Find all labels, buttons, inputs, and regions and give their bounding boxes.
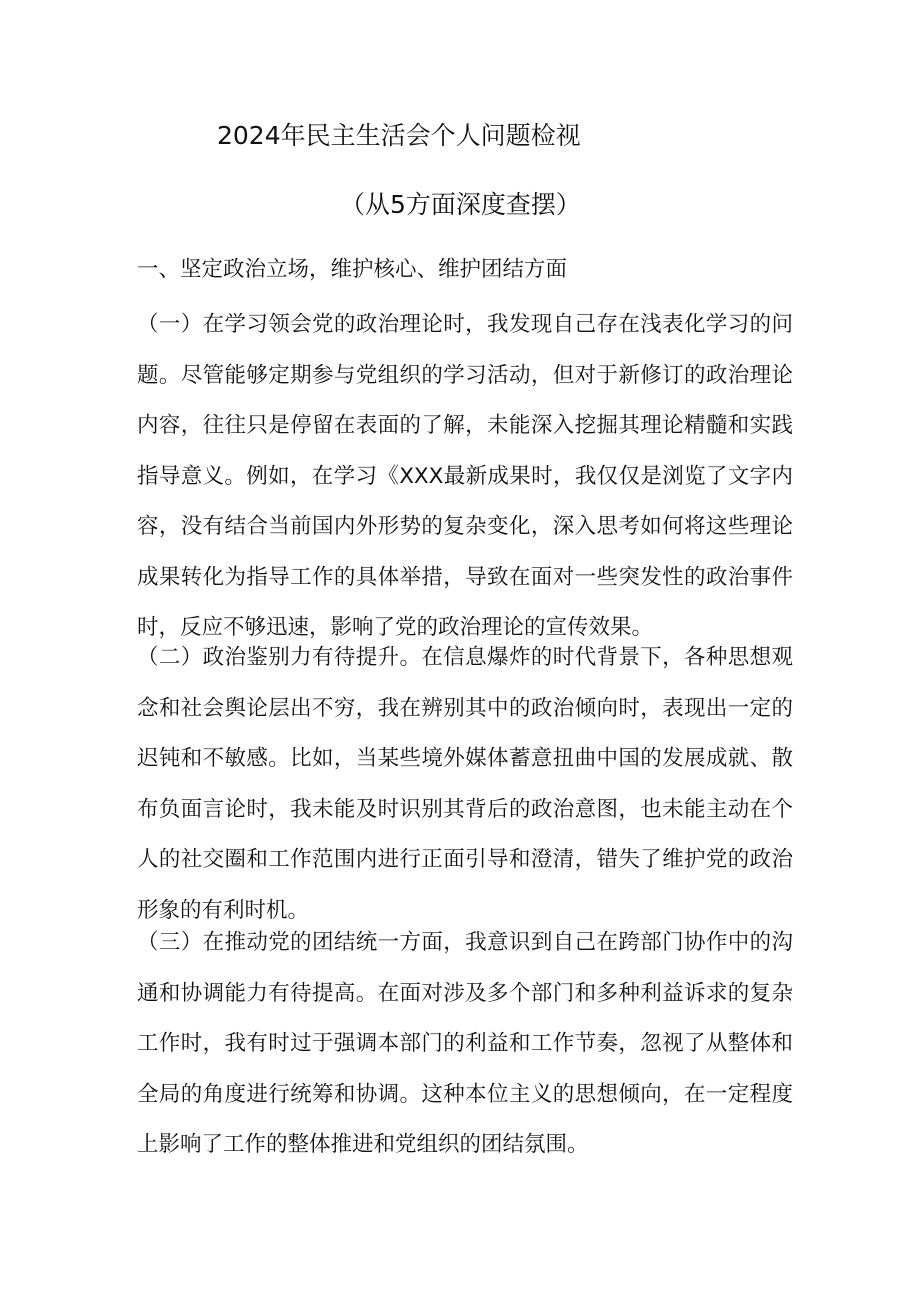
paragraph-2: （二）政治鉴别力有待提升。在信息爆炸的时代背景下，各种思想观念和社会舆论层出不穷，我在辨别其中的政治倾向时，表现出一定的迟钝和不敏感。比如，当某些境外媒体蓄意扭曲中国的发展成就、散布负面言论时，我未能及时识别其背后的政治意图，也未能主动在个人的社交圈和工作范围内进行正面引导和澄清，错失了维护党的政治形象的有利时机。 xyxy=(137,645,793,923)
section-heading: 一、坚定政治立场，维护核心、维护团结方面 xyxy=(137,257,568,282)
paragraph-1: （一）在学习领会党的政治理论时，我发现自己存在浅表化学习的问题。尽管能够定期参与党组织的学习活动，但对于新修订的政治理论内容，往往只是停留在表面的了解，未能深入挖掘其理论精髓和实践指导意义。例如，在学习《XXX最新成果时，我仅仅是浏览了文字内容，没有结合当前国内外形势的复杂变化，深入思考如何将这些理论成果转化为指导工作的具体举措，导致在面对一些突发性的政治事件时，反应不够迅速，影响了党的政治理论的宣传效果。 xyxy=(137,312,793,640)
document-title: 2024年民主生活会个人问题检视 xyxy=(217,121,581,150)
document-subtitle: （从5方面深度查摆） xyxy=(340,190,581,219)
paragraph-3: （三）在推动党的团结统一方面，我意识到自己在跨部门协作中的沟通和协调能力有待提高。在面对涉及多个部门和多种利益诉求的复杂工作时，我有时过于强调本部门的利益和工作节奏，忽视了从整体和全局的角度进行统筹和协调。这种本位主义的思想倾向，在一定程度上影响了工作的整体推进和党组织的团结氛围。 xyxy=(137,930,793,1157)
